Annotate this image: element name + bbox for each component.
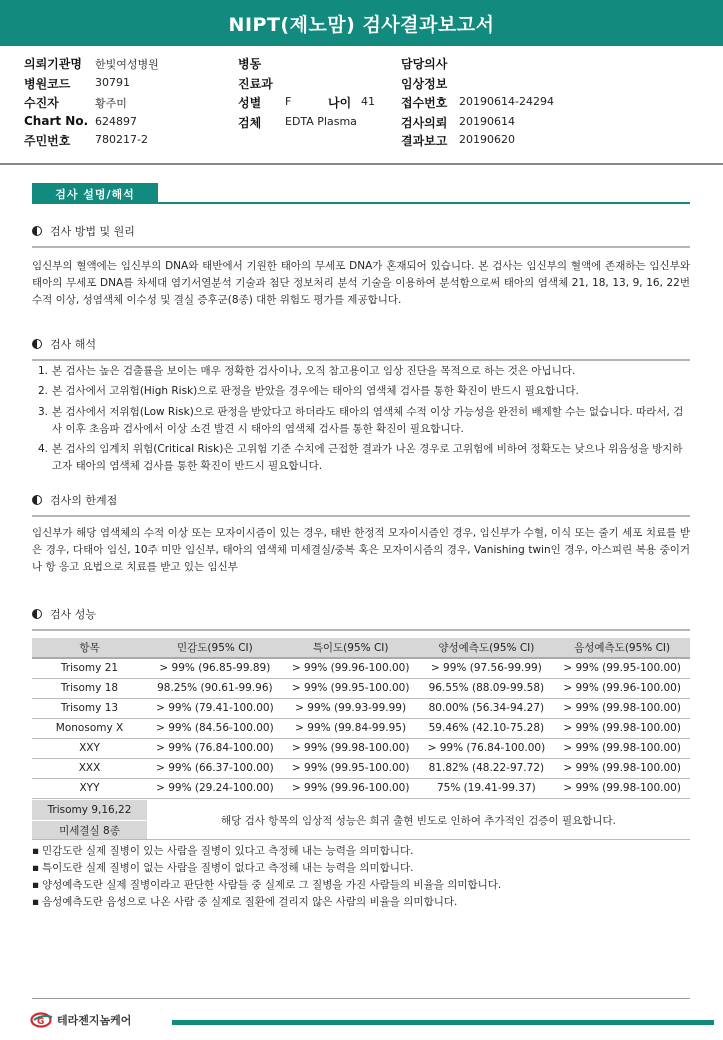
half-circle-icon: [32, 495, 42, 505]
chart-value: 624897: [95, 115, 137, 128]
list-item: ▪ 양성예측도란 실제 질병이라고 판단한 사람들 중 실제로 그 질병을 가진 사람들의 비율을 의미합니다.: [32, 877, 690, 894]
performance-heading-text: 검사 성능: [50, 608, 97, 621]
ward-label: 병동: [238, 57, 262, 71]
report-label: 결과보고: [401, 134, 448, 148]
table-cell: Trisomy 18: [32, 678, 147, 698]
list-item: ▪ 특이도란 실제 질병이 없는 사람을 질병이 없다고 측정해 내는 능력을 의미합니다.: [32, 860, 690, 877]
list-item: ▪ 음성예측도란 음성으로 나온 사람 중 실제로 질환에 걸리지 않은 사람의 비율을 의미합니다.: [32, 894, 690, 911]
report-value: 20190620: [459, 133, 515, 146]
method-text: 임신부의 혈액에는 임신부의 DNA와 태반에서 기원한 태아의 무세포 DNA가 혼재되어 있습니다. 본 검사는 임신부의 혈액에 존재하는 임신부와 태아의 무세포 DNA를 차세대 염기서열분석 기술과 첨단 정보처리 분석 기술을 이용하여 분석함으로써 태아의 염색체 21, 18, 13, 9, 16, 22번 수적 이상, 성염색체 이수성 및 결실 증후군(8종) 대한 위험도 평가를 제공합니다.: [32, 260, 690, 306]
table-header-row: [32, 638, 690, 658]
table-cell: > 99% (99.98-100.00): [554, 778, 690, 798]
method-rule: [32, 246, 690, 248]
hospital-code-label: 병원코드: [24, 77, 71, 91]
patient-value: 황주미: [95, 97, 127, 110]
performance-table: [32, 638, 690, 799]
company-name: 테라젠지놈케어: [57, 1014, 132, 1027]
institution-value: 한빛여성병원: [95, 58, 159, 71]
half-circle-icon: [32, 226, 42, 236]
additional-items-note: 해당 검사 항목의 임상적 성능은 희귀 출현 빈도로 인하여 추가적인 검증이 필요합니다.: [220, 814, 617, 827]
table-cell: > 99% (99.84-99.95): [283, 718, 419, 738]
chart-label: Chart No.: [24, 114, 89, 128]
patient-info-block: [0, 52, 723, 164]
info-divider: [0, 163, 723, 165]
report-title: NIPT(제노맘) 검사결과보고서: [0, 0, 723, 46]
table-cell: 96.55% (88.09-99.58): [419, 678, 555, 698]
bullet-icon: ▪: [32, 896, 40, 908]
half-circle-icon: [32, 609, 42, 619]
table-cell: > 99% (29.24-100.00): [147, 778, 283, 798]
table-cell: 59.46% (42.10-75.28): [419, 718, 555, 738]
table-cell: 81.82% (48.22-97.72): [419, 758, 555, 778]
doctor-label: 담당의사: [401, 57, 448, 71]
section-tab: 검사 설명/해석: [32, 183, 158, 204]
specimen-value: EDTA Plasma: [285, 115, 357, 128]
section-underline: [32, 202, 690, 204]
bullet-icon: ▪: [32, 879, 40, 891]
limits-heading-text: 검사의 한계점: [50, 494, 118, 507]
table-row: [32, 778, 690, 798]
table-cell: Trisomy 13: [32, 698, 147, 718]
table-cell: > 99% (79.41-100.00): [147, 698, 283, 718]
bullet-icon: ▪: [32, 862, 40, 874]
table-cell: > 99% (76.84-100.00): [147, 738, 283, 758]
dept-label: 진료과: [238, 77, 273, 91]
interpretation-rule: [32, 359, 690, 361]
patient-label: 수진자: [24, 96, 59, 110]
interpretation-heading: [32, 336, 96, 352]
receipt-value: 20190614-24294: [459, 95, 554, 108]
sex-label: 성별: [238, 96, 262, 110]
bullet-icon: ▪: [32, 845, 40, 857]
limits-text: 임신부가 해당 염색체의 수적 이상 또는 모자이시즘이 있는 경우, 태반 한정적 모자이시즘인 경우, 임신부가 수혈, 이식 또는 줄기 세포 치료를 받은 경우, 다태아 임신, 10주 미만 임신부, 태아의 염색체 미세결실/중복 혹은 모자이시즘의 경우, Vanishing twin인 경우, 아스피린 복용 중이거나 항 응고 요법으로 치료를 받고 있는 임신부: [32, 527, 690, 573]
table-row: [32, 698, 690, 718]
sex-value: F: [285, 95, 292, 108]
footer-divider: [32, 998, 690, 999]
performance-rule: [32, 629, 690, 631]
specimen-label: 검체: [238, 116, 262, 130]
table-cell: > 99% (99.95-100.00): [283, 678, 419, 698]
age-label: 나이: [328, 96, 352, 110]
table-row: [32, 738, 690, 758]
column-header: 항목: [32, 638, 147, 658]
table-cell: > 99% (99.95-100.00): [283, 758, 419, 778]
column-header: 음성예측도(95% CI): [554, 638, 690, 658]
definition-notes: [32, 843, 690, 911]
list-item: ▪ 민감도란 실제 질병이 있는 사람을 질병이 있다고 측정해 내는 능력을 의미합니다.: [32, 843, 690, 860]
table-cell: > 99% (99.98-100.00): [554, 758, 690, 778]
table-row: [32, 678, 690, 698]
table-cell: > 99% (84.56-100.00): [147, 718, 283, 738]
age-value: 41: [361, 95, 375, 108]
table-cell: > 99% (99.96-100.00): [283, 778, 419, 798]
additional-items-row: [32, 800, 690, 840]
table-cell: > 99% (99.98-100.00): [554, 718, 690, 738]
half-circle-icon: [32, 339, 42, 349]
table-cell: XYY: [32, 778, 147, 798]
list-item: 2. 본 검사에서 고위험(High Risk)으로 판정을 받았을 경우에는 태아의 염색체 검사를 통한 확진이 반드시 필요합니다.: [38, 385, 579, 398]
table-cell: > 99% (99.93-99.99): [283, 698, 419, 718]
company-logo: [30, 1012, 131, 1028]
list-item: 4. 본 검사의 임계치 위험(Critical Risk)은 고위험 기준 수치에 근접한 결과가 나온 경우로 고위험에 비하여 정확도는 낮으나 위음성을 방지하고자 태아의 염색체 검사를 통한 확진이 반드시 필요합니다.: [38, 443, 683, 473]
limits-heading: [32, 492, 117, 508]
column-header: 양성예측도(95% CI): [419, 638, 555, 658]
method-heading: [32, 223, 135, 239]
table-row: [32, 658, 690, 678]
table-cell: > 99% (99.96-100.00): [283, 658, 419, 678]
column-header: 민감도(95% CI): [147, 638, 283, 658]
table-cell: 98.25% (90.61-99.96): [147, 678, 283, 698]
table-cell: > 99% (99.98-100.00): [554, 698, 690, 718]
limits-rule: [32, 515, 690, 517]
table-cell: > 99% (97.56-99.99): [419, 658, 555, 678]
table-cell: 75% (19.41-99.37): [419, 778, 555, 798]
request-label: 검사의뢰: [401, 116, 448, 130]
table-cell: XXX: [32, 758, 147, 778]
performance-heading: [32, 606, 96, 622]
list-item: 1. 본 검사는 높은 검출률을 보이는 매우 정확한 검사이나, 오직 참고용이고 임상 진단을 목적으로 하는 것은 아닙니다.: [38, 365, 576, 377]
hospital-code-value: 30791: [95, 76, 130, 89]
table-cell: Trisomy 21: [32, 658, 147, 678]
table-cell: XXY: [32, 738, 147, 758]
rrn-label: 주민번호: [24, 134, 71, 148]
table-row: [32, 758, 690, 778]
table-cell: > 99% (76.84-100.00): [419, 738, 555, 758]
list-item: 3. 본 검사에서 저위험(Low Risk)으로 판정을 받았다고 하더라도 태아의 염색체 수적 이상 가능성을 완전히 배제할 수는 없습니다. 따라서, 검사 이후 초음파 검사에서 이상 소견 발견 시 태아의 염색체 검사를 통한 확진이 필요합니다.: [38, 405, 684, 435]
table-cell: > 99% (99.98-100.00): [554, 738, 690, 758]
table-cell: > 99% (99.95-100.00): [554, 658, 690, 678]
microdeletion-label: 미세결실 8종: [32, 820, 147, 840]
institution-label: 의뢰기관명: [24, 57, 82, 71]
receipt-label: 접수번호: [401, 96, 448, 110]
clinical-label: 임상정보: [401, 77, 448, 91]
table-cell: > 99% (99.98-100.00): [283, 738, 419, 758]
table-cell: > 99% (99.96-100.00): [554, 678, 690, 698]
trisomy-9-16-22-label: Trisomy 9,16,22: [32, 800, 147, 820]
interpretation-heading-text: 검사 해석: [50, 338, 97, 351]
row-divider: [32, 839, 690, 840]
table-cell: 80.00% (56.34-94.27): [419, 698, 555, 718]
table-cell: > 99% (66.37-100.00): [147, 758, 283, 778]
table-row: [32, 718, 690, 738]
request-value: 20190614: [459, 115, 515, 128]
interpretation-list: [38, 363, 688, 476]
rrn-value: 780217-2: [95, 133, 148, 146]
svg-text:G: G: [37, 1017, 45, 1027]
column-header: 특이도(95% CI): [283, 638, 419, 658]
table-cell: > 99% (96.85-99.89): [147, 658, 283, 678]
footer-accent-bar: [172, 1020, 714, 1025]
table-cell: Monosomy X: [32, 718, 147, 738]
method-heading-text: 검사 방법 및 원리: [50, 225, 135, 238]
logo-icon: [30, 1012, 54, 1028]
